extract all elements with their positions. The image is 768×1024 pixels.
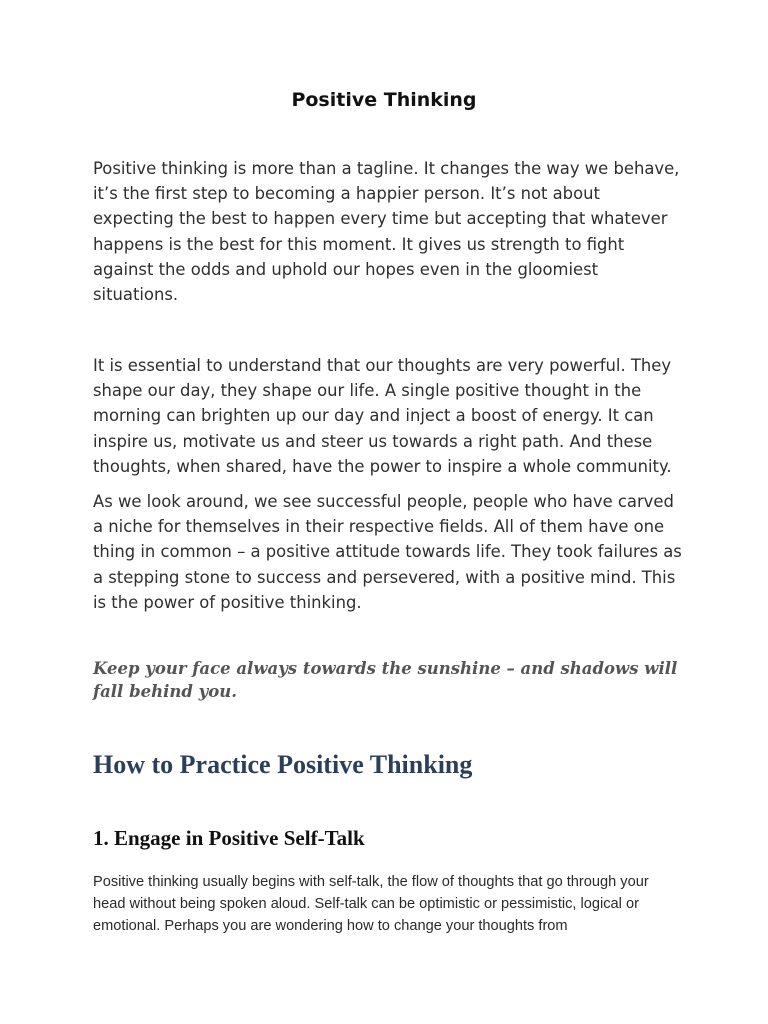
subsection-heading: 1. Engage in Positive Self-Talk [93, 826, 365, 850]
intro-paragraph: Positive thinking is more than a tagline. It changes the way we behave, it’s the first step to becoming a happier person. It’s not about expecting the best to happen every time but accepting that whatever happens is the best for this moment. It gives us strength to fight against the odds and uphold our hopes even in the gloomiest situations. [93, 159, 680, 305]
page-title: Positive Thinking [291, 89, 477, 111]
section-heading: How to Practice Positive Thinking [93, 750, 473, 779]
success-paragraph: As we look around, we see successful people, people who have carved a niche for themselves in their respective fields. All of them have one thing in common – a positive attitude towards life. They took failures as a stepping stone to success and persevered, with a positive mind. This is the power of positive thinking. [93, 492, 682, 612]
pull-quote: Keep your face always towards the sunshine – and shadows will fall behind you. [93, 659, 678, 701]
thoughts-paragraph: It is essential to understand that our thoughts are very powerful. They shape our day, they shape our life. A single positive thought in the morning can brighten up our day and inject a boost of energy. It can inspire us, motivate us and steer us towards a right path. And these thoughts, when shared, have the power to inspire a whole community. [93, 356, 672, 476]
self-talk-paragraph: Positive thinking usually begins with self-talk, the flow of thoughts that go through your head without being spoken aloud. Self-talk can be optimistic or pessimistic, logical or emotional. Perhaps you are wondering how to change your thoughts from [93, 874, 649, 934]
